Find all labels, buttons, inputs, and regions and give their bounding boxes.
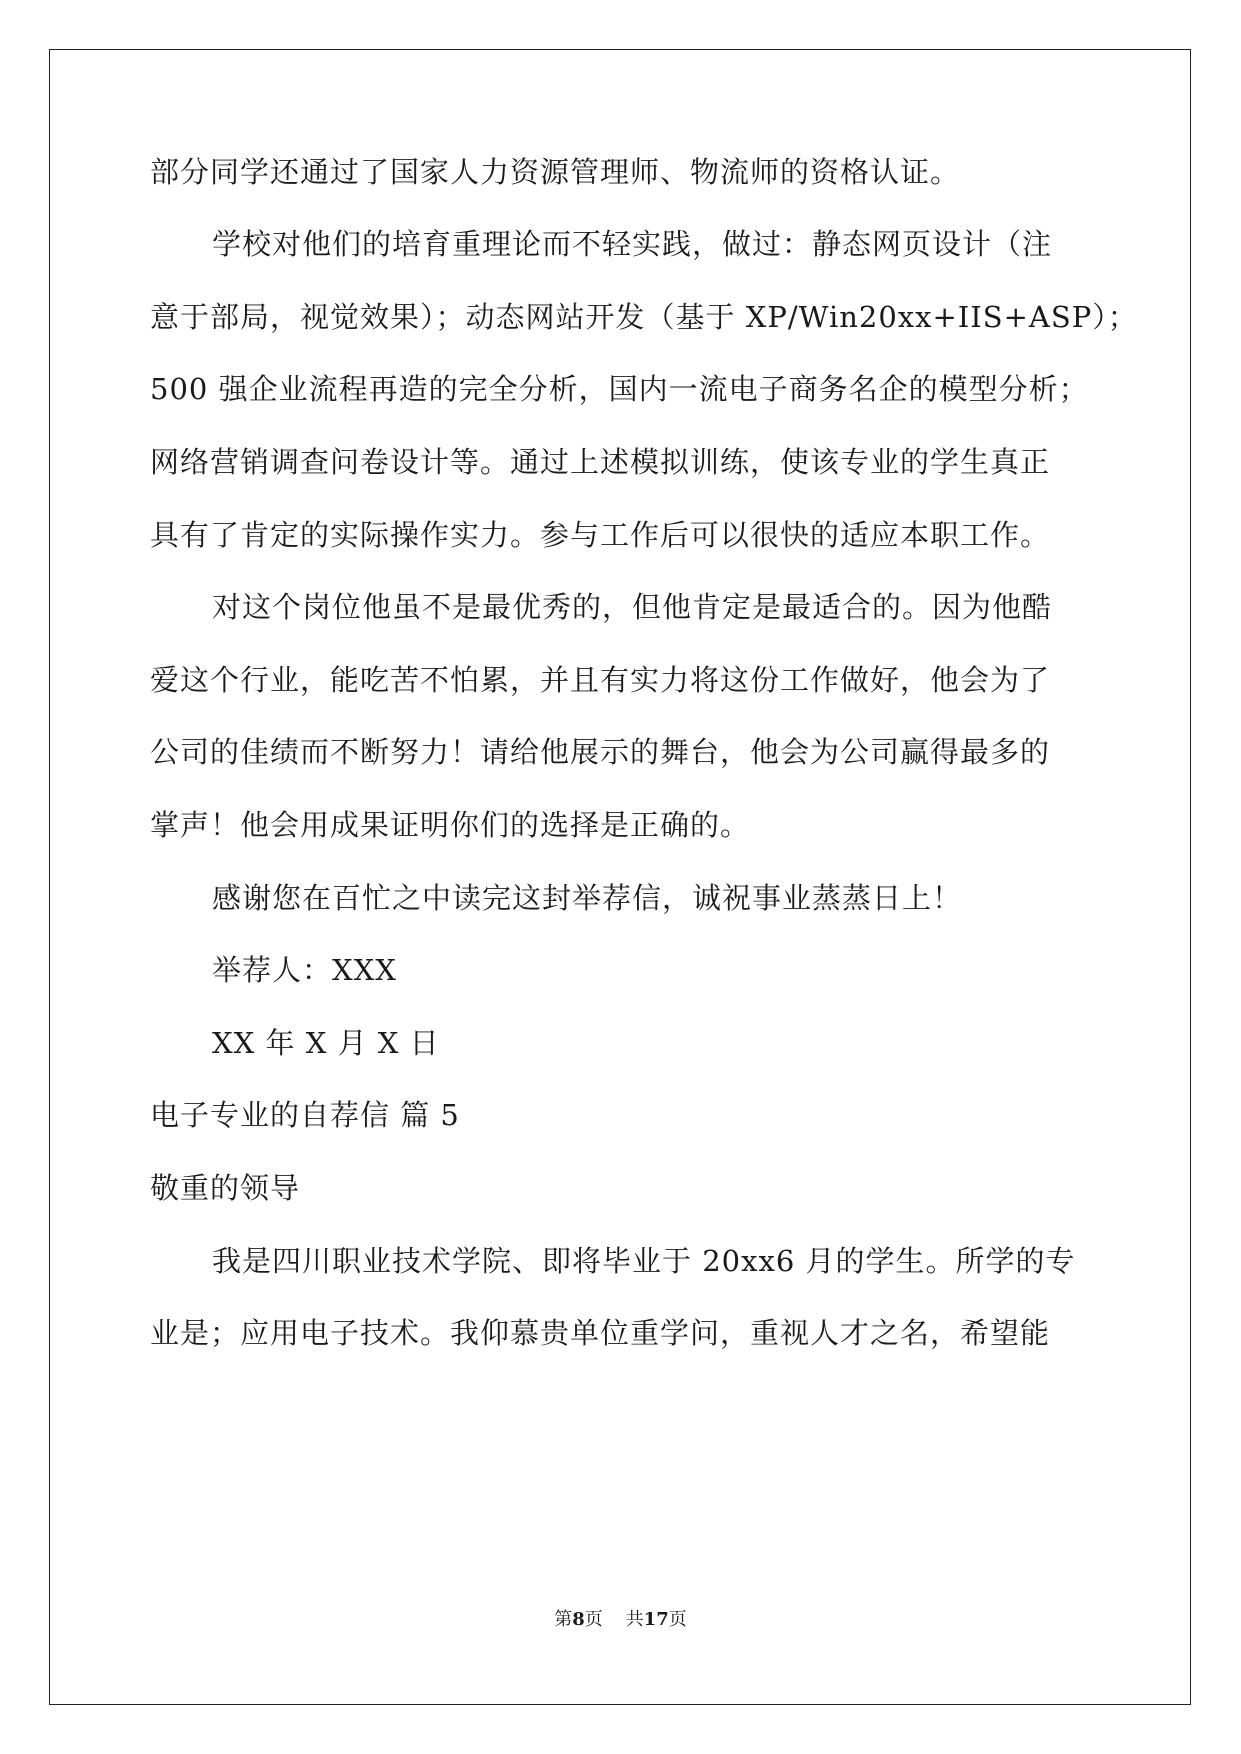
total-pages: 17 bbox=[643, 1609, 669, 1630]
text-line: 网络营销调查问卷设计等。通过上述模拟训练，使该专业的学生真正 bbox=[150, 445, 1051, 479]
total-prefix: 共 bbox=[625, 1609, 644, 1630]
text-line: 业是；应用电子技术。我仰慕贵单位重学问，重视人才之名，希望能 bbox=[150, 1316, 1051, 1350]
page-prefix: 第 bbox=[554, 1609, 573, 1630]
total-suffix: 页 bbox=[668, 1609, 687, 1630]
salutation: 敬重的领导 bbox=[150, 1171, 301, 1205]
closing-line: 感谢您在百忙之中读完这封举荐信，诚祝事业蒸蒸日上！ bbox=[212, 881, 963, 915]
paragraph-start: 对这个岗位他虽不是最优秀的，但他肯定是最适合的。因为他酷 bbox=[212, 590, 1053, 624]
text-line: 部分同学还通过了国家人力资源管理师、物流师的资格认证。 bbox=[150, 155, 961, 189]
page-footer bbox=[0, 1608, 1241, 1632]
text-line: 公司的佳绩而不断努力！请给他展示的舞台，他会为公司赢得最多的 bbox=[150, 735, 1051, 769]
text-line: 爱这个行业，能吃苦不怕累，并且有实力将这份工作做好，他会为了 bbox=[150, 663, 1051, 697]
date-line: XX 年 X 月 X 日 bbox=[212, 1026, 440, 1060]
paragraph-start: 学校对他们的培育重理论而不轻实践，做过：静态网页设计（注 bbox=[212, 227, 1053, 261]
recommender-line: 举荐人：XXX bbox=[212, 953, 397, 987]
text-line: 掌声！他会用成果证明你们的选择是正确的。 bbox=[150, 808, 751, 842]
page-suffix: 页 bbox=[584, 1609, 603, 1630]
paragraph-start: 我是四川职业技术学院、即将毕业于 20xx6 月的学生。所学的专 bbox=[212, 1244, 1076, 1278]
section-title: 电子专业的自荐信 篇 5 bbox=[150, 1098, 460, 1132]
page-number: 8 bbox=[572, 1609, 585, 1630]
text-line: 具有了肯定的实际操作实力。参与工作后可以很快的适应本职工作。 bbox=[150, 518, 1051, 552]
text-line: 意于部局，视觉效果）；动态网站开发（基于 XP/Win20xx+IIS+ASP）； bbox=[150, 300, 1138, 334]
text-line: 500 强企业流程再造的完全分析，国内一流电子商务名企的模型分析； bbox=[150, 372, 1089, 406]
